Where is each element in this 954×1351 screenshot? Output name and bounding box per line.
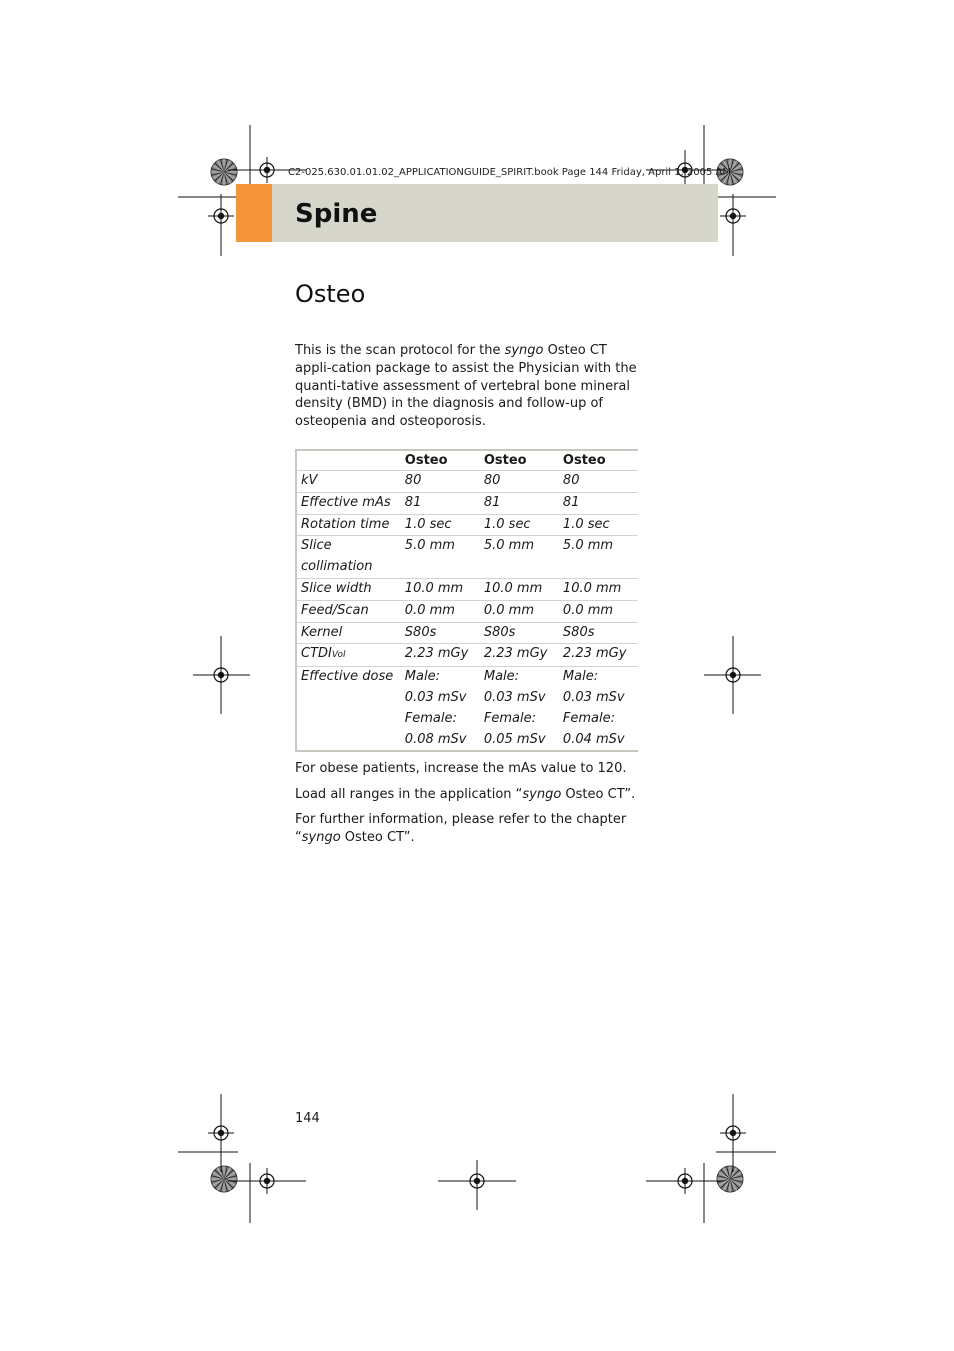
row-label: Rotation time	[296, 514, 401, 536]
table-row	[296, 667, 638, 752]
table-cell: S80s	[401, 622, 480, 644]
scan-parameter-table	[295, 449, 638, 752]
table-row	[296, 644, 638, 667]
table-cell: 0.0 mm	[559, 600, 638, 622]
table-header-row	[296, 450, 638, 471]
table-cell: 80	[480, 471, 559, 493]
table-row	[296, 471, 638, 493]
chapter-title: Spine	[295, 199, 378, 229]
table-cell: 0.0 mm	[401, 600, 480, 622]
table-cell: S80s	[480, 622, 559, 644]
table-cell: Male: 0.03 mSv Female: 0.05 mSv	[480, 667, 559, 752]
table-cell: 10.0 mm	[559, 578, 638, 600]
registration-starburst-icon	[211, 159, 237, 185]
print-header: C2-025.630.01.01.02_APPLICATIONGUIDE_SPIRIT.book Page 144 Friday, April 1, 2005 AM	[288, 167, 731, 178]
row-label: kV	[296, 471, 401, 493]
table-cell: 81	[559, 492, 638, 514]
row-label: Slice width	[296, 578, 401, 600]
table-cell: 1.0 sec	[559, 514, 638, 536]
registration-starburst-icon	[717, 1166, 743, 1192]
table-header-cell: Osteo	[404, 453, 448, 468]
registration-starburst-icon	[211, 1166, 237, 1192]
table-row	[296, 514, 638, 536]
table-cell: 80	[559, 471, 638, 493]
table-cell: S80s	[559, 622, 638, 644]
table-cell: 0.0 mm	[480, 600, 559, 622]
table-header-cell	[296, 450, 401, 471]
table-cell: 81	[401, 492, 480, 514]
note-load-ranges: Load all ranges in the application “syngo Osteo CT”.	[295, 787, 636, 802]
note-obese-patients: For obese patients, increase the mAs value to 120.	[295, 761, 627, 776]
table-cell: Male: 0.03 mSv Female: 0.04 mSv	[559, 667, 638, 752]
table-cell: 1.0 sec	[401, 514, 480, 536]
table-header-cell: Osteo	[483, 453, 527, 468]
table-cell: 2.23 mGy	[401, 644, 480, 667]
table-cell: 10.0 mm	[401, 578, 480, 600]
section-title: Osteo	[295, 280, 366, 308]
table-cell: 1.0 sec	[480, 514, 559, 536]
table-row	[296, 536, 638, 579]
row-label: CTDIVol	[296, 644, 401, 667]
table-header-cell: Osteo	[562, 453, 606, 468]
table-cell: 81	[480, 492, 559, 514]
table-cell: Male: 0.03 mSv Female: 0.08 mSv	[401, 667, 480, 752]
table-cell: 5.0 mm	[480, 536, 559, 579]
row-label: Feed/Scan	[296, 600, 401, 622]
table-row	[296, 578, 638, 600]
table-cell: 5.0 mm	[401, 536, 480, 579]
intro-paragraph: This is the scan protocol for the syngo Osteo CT appli-cation package to assist the Physician with the quanti-tative assessment of vertebral bone mineral density (BMD) in the diagnosis and follow-up of osteopenia and osteoporosis.	[295, 343, 637, 430]
row-label: Kernel	[296, 622, 401, 644]
chapter-accent-tab	[236, 184, 272, 242]
table-row	[296, 492, 638, 514]
table-cell: 5.0 mm	[559, 536, 638, 579]
row-label: Effective dose	[296, 667, 401, 752]
note-further-information: For further information, please refer to the chapter “syngo Osteo CT”.	[295, 812, 627, 845]
table-row	[296, 600, 638, 622]
table-cell: 10.0 mm	[480, 578, 559, 600]
row-label: Slice collimation	[296, 536, 401, 579]
row-label: Effective mAs	[296, 492, 401, 514]
table-cell: 2.23 mGy	[559, 644, 638, 667]
table-cell: 2.23 mGy	[480, 644, 559, 667]
table-row	[296, 622, 638, 644]
table-cell: 80	[401, 471, 480, 493]
page-number: 144	[295, 1111, 320, 1126]
